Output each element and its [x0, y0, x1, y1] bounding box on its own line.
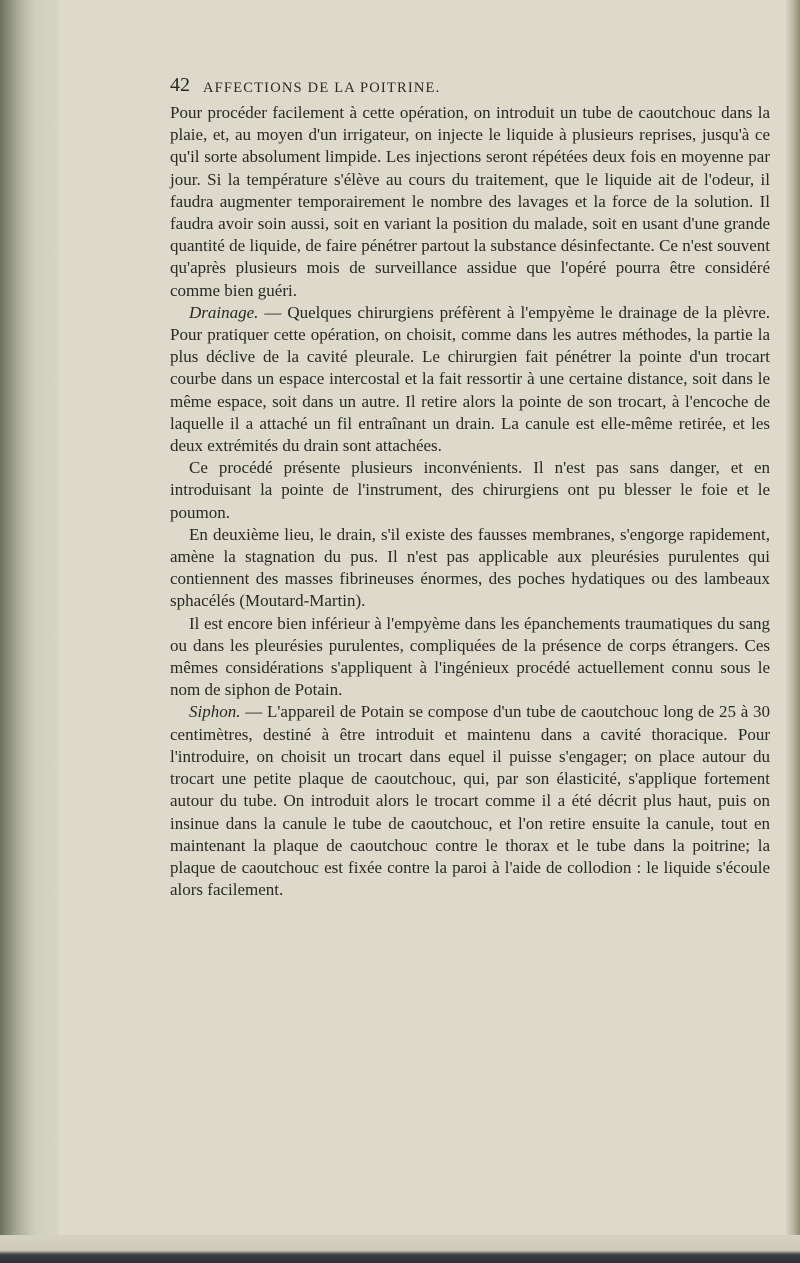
page-right-edge — [786, 0, 800, 1263]
paragraph-text: Pour procéder facilement à cette opération, on introduit un tube de caoutchouc dans la plaie, et, au moyen d'un irrigateur, on injecte le liquide à plusieurs reprises, jusqu'à ce qu'il sorte absolument limpide. Les injections seront répétées deux fois en moyenne par jour. Si la température s'élève au cours du traitement, que le liquide ait de l'odeur, il faudra augmenter temporairement le nombre des lavages et la force de la solution. Il faudra avoir soin aussi, soit en variant la position du malade, soit en usant d'une grande quantité de liquide, de faire pénétrer partout la substance désinfectante. Ce n'est souvent qu'après plusieurs mois de surveillance assidue que l'opéré pourra être considéré comme bien guéri. — [170, 103, 770, 300]
paragraph-text: — L'appareil de Potain se compose d'un tube de caoutchouc long de 25 à 30 centimètres, destiné à être introduit et maintenu dans a cavité thoracique. Pour l'introduire, on choisit un trocart dans equel il puisse s'engager; on place autour du trocart une petite plaque de caoutchouc, qui, par son élasticité, s'applique fortement autour du tube. On introduit alors le trocart comme il a été décrit plus haut, puis on insinue dans la canule le tube de caoutchouc, et l'on retire ensuite la canule, tout en maintenant la plaque de caoutchouc contre le thorax et le tube dans la poitrine; la plaque de caoutchouc est fixée contre la paroi à l'aide de collodion : le liquide s'écoule alors facilement. — [170, 702, 770, 900]
paragraph-lead: Drainage. — [189, 302, 259, 322]
paragraph-text: En deuxième lieu, le drain, s'il existe des fausses membranes, s'engorge rapidement, amène la stagnation du pus. Il n'est pas applicable aux pleurésies purulentes qui contiennent des masses fibrineuses énormes, des poches hydatiques ou des lambeaux sphacélés (Moutard-Martin). — [170, 524, 770, 611]
paragraph-second-point — [170, 524, 770, 613]
book-binding-edge — [0, 0, 58, 1263]
page-number: 42 — [170, 74, 190, 96]
paragraph-text: Il est encore bien inférieur à l'empyème dans les épanchements traumatiques du sang ou dans les pleurésies purulentes, compliquées de la présence de corps étrangers. Ces mêmes considérations s'appliquent à l'ingénieux procédé actuellement connu sous le nom de siphon de Potain. — [170, 613, 770, 700]
paragraph-lead: Siphon. — [189, 702, 241, 722]
paragraph-drainage — [170, 302, 770, 457]
paragraph-siphon — [170, 701, 770, 901]
paragraph-operation-procedure — [170, 102, 770, 302]
paragraph-traumatic — [170, 613, 770, 702]
paragraph-text: — Quelques chirurgiens préfèrent à l'empyème le drainage de la plèvre. Pour pratiquer cette opération, on choisit, comme dans les autres méthodes, la partie la plus déclive de la cavité pleurale. Le chirurgien fait pénétrer la pointe d'un trocart courbe dans un espace intercostal et la fait ressortir à une certaine distance, soit dans le même espace, soit dans un autre. Il retire alors la pointe de son trocart, à l'encoche de laquelle il a attaché un fil entraînant un drain. La canule est elle-même retirée, et les deux extrémités du drain sont attachées. — [170, 302, 770, 456]
running-title: AFFECTIONS DE LA POITRINE. — [203, 80, 441, 96]
book-page — [170, 74, 770, 901]
page-header — [170, 74, 770, 100]
paragraph-inconvenients — [170, 457, 770, 524]
paragraph-text: Ce procédé présente plusieurs inconvénients. Il n'est pas sans danger, et en introduisant la pointe de l'instrument, des chirurgiens ont pu blesser le foie et le poumon. — [170, 458, 770, 522]
page-bottom-edge — [0, 1235, 800, 1263]
